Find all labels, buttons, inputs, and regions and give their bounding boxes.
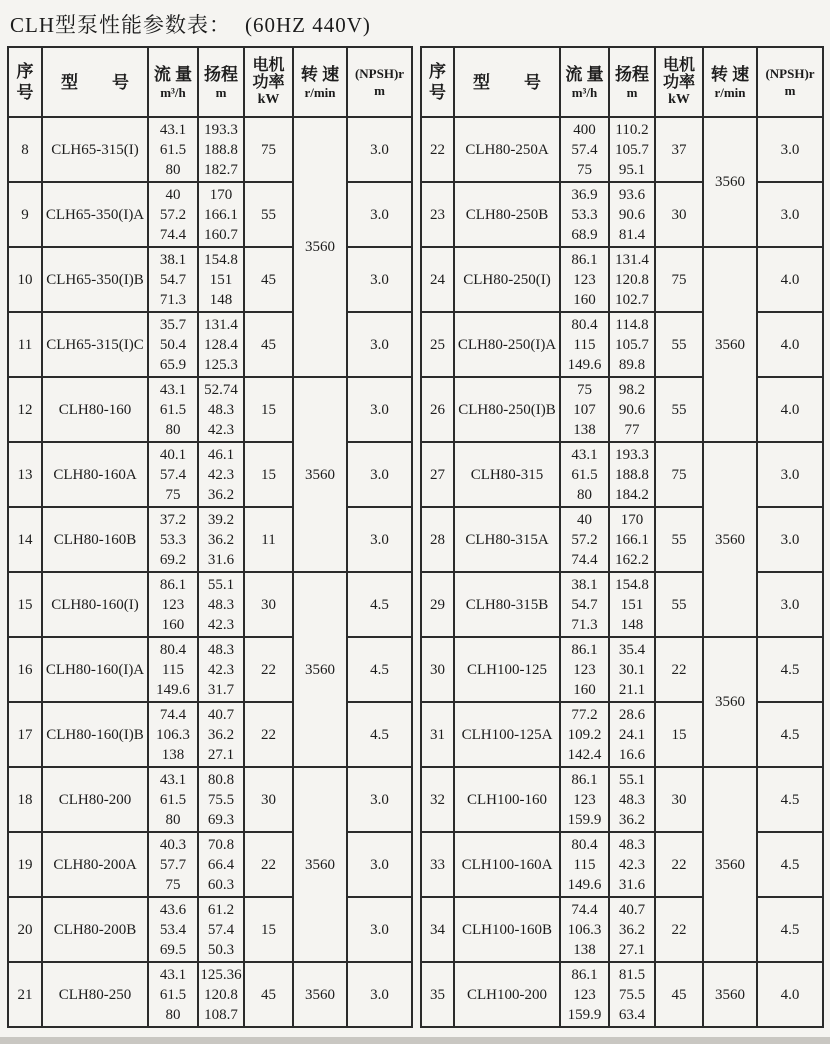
flow-cell: 86.1 123 160 [560,637,609,702]
table-row [8,897,412,962]
flow-cell: 35.7 50.4 65.9 [148,312,198,377]
model-cell: CLH100-160A [454,832,560,897]
power-cell: 22 [655,832,703,897]
flow-cell: 43.1 61.5 80 [148,377,198,442]
flow-cell: 77.2 109.2 142.4 [560,702,609,767]
pump-table-right [420,46,824,1028]
model-cell: CLH80-200A [42,832,148,897]
head-cell: 70.8 66.4 60.3 [198,832,244,897]
pump-table-left [7,46,413,1028]
page-title-row [0,0,830,44]
header-npsh: (NPSH)r m [347,47,412,117]
speed-cell: 3560 [703,117,757,247]
power-cell: 30 [655,767,703,832]
flow-cell: 43.6 53.4 69.5 [148,897,198,962]
npsh-cell: 4.5 [347,572,412,637]
serial-cell: 33 [421,832,454,897]
header-flow: 流 量 m³/h [148,47,198,117]
npsh-cell: 4.5 [757,897,823,962]
header-model: 型 号 [42,47,148,117]
model-cell: CLH100-125A [454,702,560,767]
table-row [421,832,823,897]
flow-cell: 40.3 57.7 75 [148,832,198,897]
speed-cell: 3560 [293,572,347,767]
head-cell: 28.6 24.1 16.6 [609,702,655,767]
flow-cell: 86.1 123 159.9 [560,962,609,1027]
model-cell: CLH80-160(I)B [42,702,148,767]
flow-cell: 80.4 115 149.6 [148,637,198,702]
serial-cell: 30 [421,637,454,702]
header-row [8,47,412,117]
model-cell: CLH80-160 [42,377,148,442]
serial-cell: 16 [8,637,42,702]
power-cell: 30 [655,182,703,247]
speed-cell: 3560 [703,962,757,1027]
flow-cell: 40.1 57.4 75 [148,442,198,507]
npsh-cell: 4.5 [347,637,412,702]
head-cell: 35.4 30.1 21.1 [609,637,655,702]
power-cell: 15 [244,897,293,962]
flow-cell: 74.4 106.3 138 [148,702,198,767]
table-row [421,247,823,312]
npsh-cell: 3.0 [347,247,412,312]
power-cell: 22 [244,702,293,767]
power-cell: 22 [655,637,703,702]
npsh-cell: 4.5 [757,637,823,702]
speed-cell: 3560 [703,247,757,442]
power-cell: 22 [244,832,293,897]
table-row [421,767,823,832]
model-cell: CLH80-250(I) [454,247,560,312]
serial-cell: 15 [8,572,42,637]
serial-cell: 32 [421,767,454,832]
head-cell: 154.8 151 148 [609,572,655,637]
head-cell: 125.36 120.8 108.7 [198,962,244,1027]
npsh-cell: 4.5 [347,702,412,767]
table-row [8,767,412,832]
serial-cell: 25 [421,312,454,377]
model-cell: CLH80-160A [42,442,148,507]
flow-cell: 37.2 53.3 69.2 [148,507,198,572]
npsh-cell: 3.0 [347,377,412,442]
power-cell: 55 [655,312,703,377]
power-cell: 22 [244,637,293,702]
serial-cell: 20 [8,897,42,962]
flow-cell: 36.9 53.3 68.9 [560,182,609,247]
table-row [8,832,412,897]
npsh-cell: 3.0 [757,572,823,637]
serial-cell: 29 [421,572,454,637]
header-serial: 序 号 [8,47,42,117]
header-row [421,47,823,117]
page-title: CLH型泵性能参数表： [10,13,231,37]
flow-cell: 43.1 61.5 80 [560,442,609,507]
power-cell: 55 [244,182,293,247]
flow-cell: 80.4 115 149.6 [560,832,609,897]
table-row [8,117,412,182]
scan-edge-strip [0,1037,830,1044]
power-cell: 30 [244,767,293,832]
npsh-cell: 3.0 [347,312,412,377]
npsh-cell: 3.0 [347,767,412,832]
model-cell: CLH80-250 [42,962,148,1027]
model-cell: CLH80-160(I)A [42,637,148,702]
npsh-cell: 3.0 [347,962,412,1027]
serial-cell: 28 [421,507,454,572]
head-cell: 154.8 151 148 [198,247,244,312]
flow-cell: 74.4 106.3 138 [560,897,609,962]
power-cell: 55 [655,572,703,637]
speed-cell: 3560 [293,377,347,572]
power-cell: 11 [244,507,293,572]
speed-cell: 3560 [293,962,347,1027]
power-cell: 15 [244,377,293,442]
head-cell: 98.2 90.6 77 [609,377,655,442]
flow-cell: 86.1 123 160 [148,572,198,637]
npsh-cell: 3.0 [757,182,823,247]
npsh-cell: 3.0 [347,897,412,962]
power-cell: 45 [244,247,293,312]
table-row [8,637,412,702]
head-cell: 193.3 188.8 184.2 [609,442,655,507]
head-cell: 55.1 48.3 36.2 [609,767,655,832]
table-row [8,377,412,442]
table-row [8,247,412,312]
head-cell: 46.1 42.3 36.2 [198,442,244,507]
npsh-cell: 3.0 [757,117,823,182]
npsh-cell: 4.5 [757,767,823,832]
npsh-cell: 3.0 [347,832,412,897]
serial-cell: 14 [8,507,42,572]
power-cell: 75 [655,247,703,312]
serial-cell: 31 [421,702,454,767]
serial-cell: 8 [8,117,42,182]
table-row [8,442,412,507]
npsh-cell: 3.0 [347,442,412,507]
header-power: 电机 功率 kW [244,47,293,117]
power-cell: 45 [244,312,293,377]
head-cell: 170 166.1 162.2 [609,507,655,572]
model-cell: CLH80-250A [454,117,560,182]
speed-cell: 3560 [293,767,347,962]
power-cell: 45 [655,962,703,1027]
flow-cell: 40 57.2 74.4 [560,507,609,572]
power-cell: 45 [244,962,293,1027]
header-speed: 转 速 r/min [293,47,347,117]
serial-cell: 18 [8,767,42,832]
flow-cell: 38.1 54.7 71.3 [148,247,198,312]
flow-cell: 400 57.4 75 [560,117,609,182]
power-cell: 75 [244,117,293,182]
serial-cell: 34 [421,897,454,962]
power-cell: 55 [655,377,703,442]
npsh-cell: 4.0 [757,962,823,1027]
head-cell: 80.8 75.5 69.3 [198,767,244,832]
table-row [8,572,412,637]
flow-cell: 40 57.2 74.4 [148,182,198,247]
power-cell: 15 [244,442,293,507]
head-cell: 131.4 120.8 102.7 [609,247,655,312]
npsh-cell: 3.0 [347,182,412,247]
npsh-cell: 4.0 [757,377,823,442]
head-cell: 48.3 42.3 31.7 [198,637,244,702]
head-cell: 193.3 188.8 182.7 [198,117,244,182]
serial-cell: 11 [8,312,42,377]
serial-cell: 35 [421,962,454,1027]
serial-cell: 12 [8,377,42,442]
speed-cell: 3560 [703,637,757,767]
table-row [421,897,823,962]
model-cell: CLH80-315B [454,572,560,637]
model-cell: CLH80-200B [42,897,148,962]
header-head: 扬程 m [609,47,655,117]
model-cell: CLH65-350(I)A [42,182,148,247]
header-serial: 序 号 [421,47,454,117]
header-head: 扬程 m [198,47,244,117]
header-npsh: (NPSH)r m [757,47,823,117]
head-cell: 61.2 57.4 50.3 [198,897,244,962]
npsh-cell: 3.0 [347,507,412,572]
head-cell: 48.3 42.3 31.6 [609,832,655,897]
table-row [421,377,823,442]
serial-cell: 23 [421,182,454,247]
table-row [8,507,412,572]
tables-container [7,46,830,1028]
npsh-cell: 4.0 [757,312,823,377]
head-cell: 131.4 128.4 125.3 [198,312,244,377]
head-cell: 52.74 48.3 42.3 [198,377,244,442]
flow-cell: 75 107 138 [560,377,609,442]
power-cell: 37 [655,117,703,182]
flow-cell: 43.1 61.5 80 [148,767,198,832]
model-cell: CLH80-315A [454,507,560,572]
serial-cell: 10 [8,247,42,312]
head-cell: 114.8 105.7 89.8 [609,312,655,377]
model-cell: CLH80-160(I) [42,572,148,637]
power-cell: 75 [655,442,703,507]
flow-cell: 43.1 61.5 80 [148,962,198,1027]
model-cell: CLH100-160 [454,767,560,832]
head-cell: 81.5 75.5 63.4 [609,962,655,1027]
speed-cell: 3560 [703,767,757,962]
power-cell: 30 [244,572,293,637]
serial-cell: 27 [421,442,454,507]
npsh-cell: 3.0 [757,507,823,572]
npsh-cell: 4.5 [757,702,823,767]
npsh-cell: 3.0 [757,442,823,507]
table-row [421,312,823,377]
head-cell: 170 166.1 160.7 [198,182,244,247]
npsh-cell: 4.0 [757,247,823,312]
model-cell: CLH80-200 [42,767,148,832]
model-cell: CLH80-250B [454,182,560,247]
model-cell: CLH100-125 [454,637,560,702]
table-row [421,182,823,247]
table-row [421,572,823,637]
model-cell: CLH100-200 [454,962,560,1027]
serial-cell: 17 [8,702,42,767]
model-cell: CLH100-160B [454,897,560,962]
serial-cell: 13 [8,442,42,507]
model-cell: CLH65-350(I)B [42,247,148,312]
npsh-cell: 4.5 [757,832,823,897]
head-cell: 40.7 36.2 27.1 [198,702,244,767]
table-row [421,962,823,1027]
power-cell: 22 [655,897,703,962]
table-row [421,442,823,507]
table-row [421,637,823,702]
flow-cell: 86.1 123 160 [560,247,609,312]
page-title-spec: (60HZ 440V) [245,13,371,37]
model-cell: CLH80-315 [454,442,560,507]
serial-cell: 19 [8,832,42,897]
header-power: 电机 功率 kW [655,47,703,117]
header-speed: 转 速 r/min [703,47,757,117]
header-flow: 流 量 m³/h [560,47,609,117]
flow-cell: 86.1 123 159.9 [560,767,609,832]
model-cell: CLH80-250(I)B [454,377,560,442]
table-row [421,507,823,572]
model-cell: CLH80-250(I)A [454,312,560,377]
table-row [8,312,412,377]
table-body-left [8,117,412,1027]
head-cell: 93.6 90.6 81.4 [609,182,655,247]
flow-cell: 80.4 115 149.6 [560,312,609,377]
model-cell: CLH65-315(I)C [42,312,148,377]
table-row [421,702,823,767]
header-model: 型 号 [454,47,560,117]
serial-cell: 24 [421,247,454,312]
head-cell: 55.1 48.3 42.3 [198,572,244,637]
power-cell: 15 [655,702,703,767]
speed-cell: 3560 [703,442,757,637]
model-cell: CLH65-315(I) [42,117,148,182]
table-row [8,182,412,247]
speed-cell: 3560 [293,117,347,377]
flow-cell: 43.1 61.5 80 [148,117,198,182]
head-cell: 39.2 36.2 31.6 [198,507,244,572]
table-body-right [421,117,823,1027]
serial-cell: 21 [8,962,42,1027]
table-row [8,962,412,1027]
model-cell: CLH80-160B [42,507,148,572]
serial-cell: 9 [8,182,42,247]
head-cell: 110.2 105.7 95.1 [609,117,655,182]
head-cell: 40.7 36.2 27.1 [609,897,655,962]
power-cell: 55 [655,507,703,572]
table-row [8,702,412,767]
flow-cell: 38.1 54.7 71.3 [560,572,609,637]
table-row [421,117,823,182]
serial-cell: 22 [421,117,454,182]
serial-cell: 26 [421,377,454,442]
npsh-cell: 3.0 [347,117,412,182]
